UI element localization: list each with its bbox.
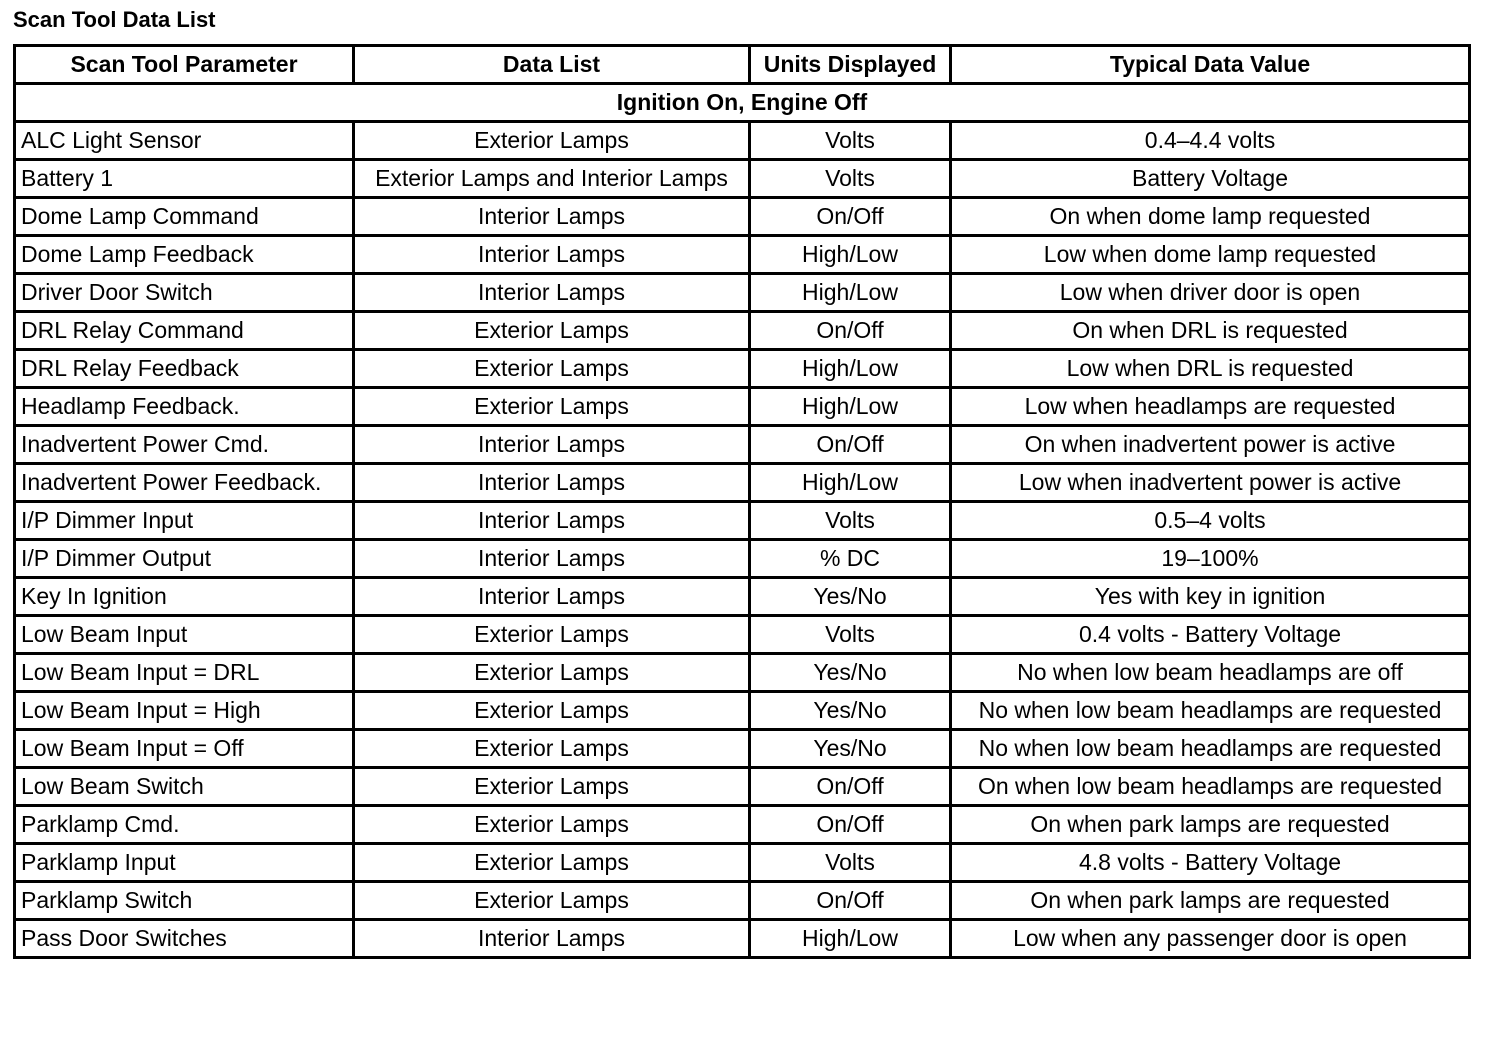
cell-data-list: Exterior Lamps [354,122,750,160]
cell-typical-value: On when dome lamp requested [951,198,1470,236]
cell-data-list: Exterior Lamps [354,730,750,768]
cell-parameter: Inadvertent Power Feedback. [15,464,354,502]
cell-data-list: Interior Lamps [354,920,750,958]
cell-data-list: Interior Lamps [354,464,750,502]
cell-units: High/Low [750,350,951,388]
cell-typical-value: 4.8 volts - Battery Voltage [951,844,1470,882]
cell-data-list: Interior Lamps [354,540,750,578]
table-row [15,730,1470,768]
cell-parameter: ALC Light Sensor [15,122,354,160]
cell-parameter: Dome Lamp Command [15,198,354,236]
cell-parameter: I/P Dimmer Input [15,502,354,540]
header-units-displayed: Units Displayed [750,46,951,84]
cell-typical-value: On when DRL is requested [951,312,1470,350]
cell-typical-value: Low when any passenger door is open [951,920,1470,958]
table-row [15,312,1470,350]
cell-units: High/Low [750,920,951,958]
cell-parameter: Low Beam Switch [15,768,354,806]
cell-typical-value: On when low beam headlamps are requested [951,768,1470,806]
cell-data-list: Exterior Lamps [354,882,750,920]
cell-parameter: Driver Door Switch [15,274,354,312]
cell-parameter: DRL Relay Command [15,312,354,350]
cell-parameter: Inadvertent Power Cmd. [15,426,354,464]
cell-data-list: Exterior Lamps [354,616,750,654]
cell-typical-value: 0.4–4.4 volts [951,122,1470,160]
table-row [15,540,1470,578]
table-row [15,616,1470,654]
cell-units: % DC [750,540,951,578]
cell-parameter: Pass Door Switches [15,920,354,958]
cell-parameter: Key In Ignition [15,578,354,616]
cell-units: Volts [750,122,951,160]
cell-parameter: Battery 1 [15,160,354,198]
cell-data-list: Exterior Lamps [354,768,750,806]
cell-units: Volts [750,502,951,540]
cell-typical-value: No when low beam headlamps are requested [951,692,1470,730]
cell-typical-value: Low when dome lamp requested [951,236,1470,274]
cell-units: On/Off [750,768,951,806]
header-scan-tool-parameter: Scan Tool Parameter [15,46,354,84]
cell-typical-value: Low when inadvertent power is active [951,464,1470,502]
cell-typical-value: Low when DRL is requested [951,350,1470,388]
cell-units: Volts [750,160,951,198]
table-row [15,806,1470,844]
cell-units: On/Off [750,312,951,350]
cell-data-list: Exterior Lamps and Interior Lamps [354,160,750,198]
table-row [15,198,1470,236]
cell-parameter: Low Beam Input = DRL [15,654,354,692]
table-row [15,768,1470,806]
cell-parameter: Parklamp Cmd. [15,806,354,844]
cell-units: On/Off [750,198,951,236]
cell-typical-value: 19–100% [951,540,1470,578]
cell-typical-value: On when park lamps are requested [951,806,1470,844]
table-row [15,426,1470,464]
cell-units: High/Low [750,236,951,274]
cell-parameter: Parklamp Input [15,844,354,882]
table-row [15,692,1470,730]
section-label: Ignition On, Engine Off [15,84,1470,122]
cell-data-list: Interior Lamps [354,426,750,464]
cell-typical-value: 0.5–4 volts [951,502,1470,540]
cell-parameter: Headlamp Feedback. [15,388,354,426]
cell-units: Yes/No [750,730,951,768]
cell-typical-value: Low when headlamps are requested [951,388,1470,426]
cell-units: On/Off [750,806,951,844]
cell-data-list: Interior Lamps [354,198,750,236]
cell-typical-value: No when low beam headlamps are requested [951,730,1470,768]
cell-data-list: Exterior Lamps [354,350,750,388]
table-row [15,844,1470,882]
cell-units: On/Off [750,882,951,920]
cell-data-list: Exterior Lamps [354,312,750,350]
cell-typical-value: On when park lamps are requested [951,882,1470,920]
cell-data-list: Interior Lamps [354,578,750,616]
cell-data-list: Exterior Lamps [354,806,750,844]
cell-data-list: Exterior Lamps [354,388,750,426]
cell-data-list: Interior Lamps [354,274,750,312]
cell-parameter: I/P Dimmer Output [15,540,354,578]
table-row [15,502,1470,540]
table-row [15,350,1470,388]
cell-data-list: Exterior Lamps [354,654,750,692]
cell-typical-value: Yes with key in ignition [951,578,1470,616]
cell-parameter: Low Beam Input = High [15,692,354,730]
cell-typical-value: 0.4 volts - Battery Voltage [951,616,1470,654]
cell-units: High/Low [750,464,951,502]
section-row [15,84,1470,122]
table-row [15,920,1470,958]
cell-typical-value: No when low beam headlamps are off [951,654,1470,692]
cell-units: On/Off [750,426,951,464]
cell-data-list: Exterior Lamps [354,844,750,882]
cell-units: Volts [750,844,951,882]
table-row [15,388,1470,426]
cell-parameter: Low Beam Input [15,616,354,654]
cell-typical-value: Battery Voltage [951,160,1470,198]
table-row [15,122,1470,160]
table-row [15,882,1470,920]
header-typical-data-value: Typical Data Value [951,46,1470,84]
cell-data-list: Interior Lamps [354,502,750,540]
table-row [15,236,1470,274]
cell-parameter: Low Beam Input = Off [15,730,354,768]
cell-units: Yes/No [750,692,951,730]
cell-units: Yes/No [750,654,951,692]
cell-data-list: Interior Lamps [354,236,750,274]
table-row [15,274,1470,312]
cell-parameter: Parklamp Switch [15,882,354,920]
cell-units: High/Low [750,274,951,312]
cell-units: Volts [750,616,951,654]
cell-typical-value: Low when driver door is open [951,274,1470,312]
table-row [15,464,1470,502]
cell-parameter: DRL Relay Feedback [15,350,354,388]
header-data-list: Data List [354,46,750,84]
cell-units: Yes/No [750,578,951,616]
cell-data-list: Exterior Lamps [354,692,750,730]
cell-parameter: Dome Lamp Feedback [15,236,354,274]
cell-units: High/Low [750,388,951,426]
table-header-row [15,46,1470,84]
table-row [15,578,1470,616]
table-row [15,654,1470,692]
table-row [15,160,1470,198]
document-title: Scan Tool Data List [13,7,216,32]
scan-tool-data-table [13,44,1471,959]
cell-typical-value: On when inadvertent power is active [951,426,1470,464]
